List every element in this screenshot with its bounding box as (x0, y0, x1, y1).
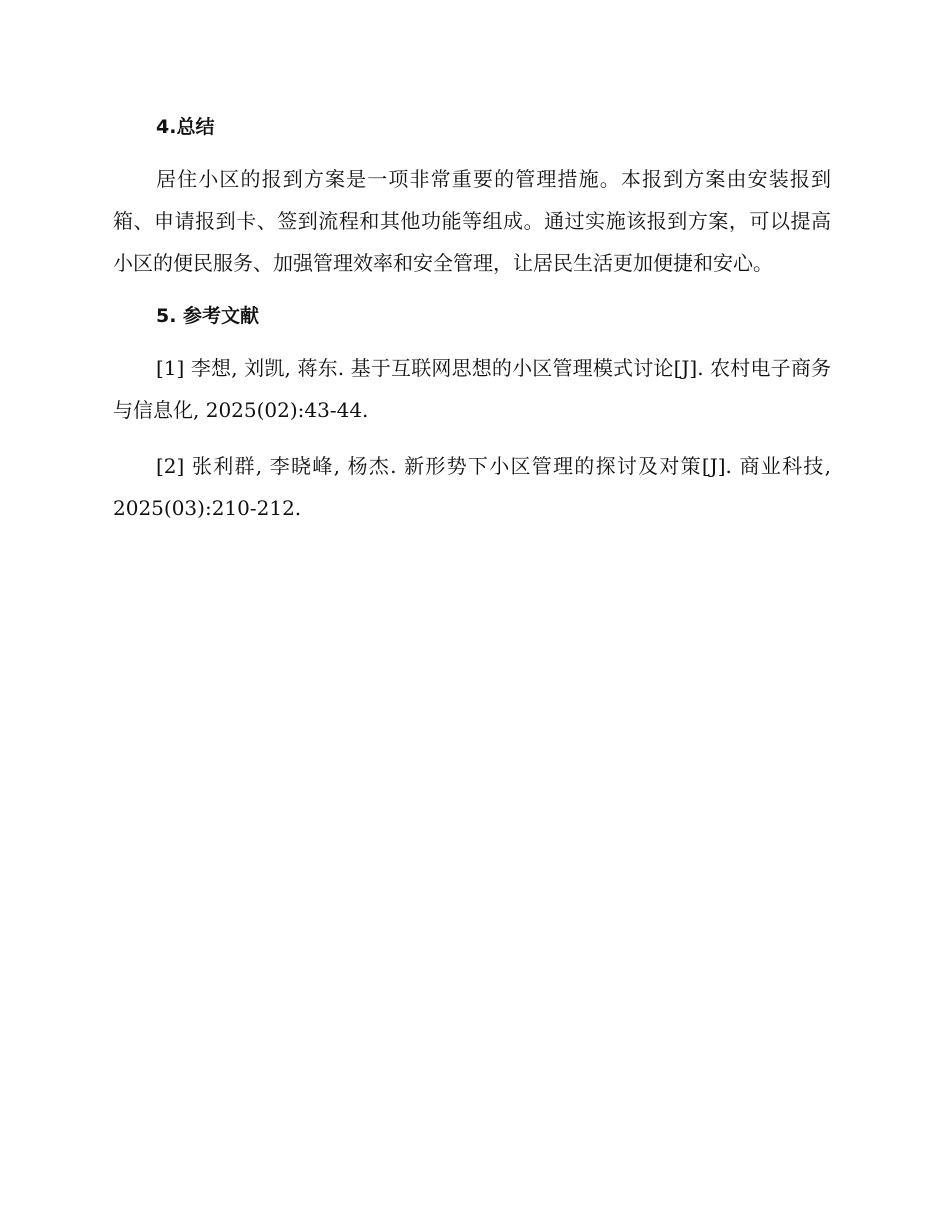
document-content (113, 108, 831, 529)
section-heading-summary: 4.总结 (156, 116, 215, 138)
section-heading-references: 5. 参考文献 (156, 305, 260, 327)
reference-item-2: [2] 张利群, 李晓峰, 杨杰. 新形势下小区管理的探讨及对策[J]. 商业科技, 2025(03):210-212. (113, 454, 831, 520)
reference-item-1: [1] 李想, 刘凯, 蒋东. 基于互联网思想的小区管理模式讨论[J]. 农村电子商务与信息化, 2025(02):43-44. (113, 356, 831, 422)
summary-paragraph: 居住小区的报到方案是一项非常重要的管理措施。本报到方案由安装报到箱、申请报到卡、签到流程和其他功能等组成。通过实施该报到方案，可以提高小区的便民服务、加强管理效率和安全管理，让居民生活更加便捷和安心。 (113, 167, 831, 275)
